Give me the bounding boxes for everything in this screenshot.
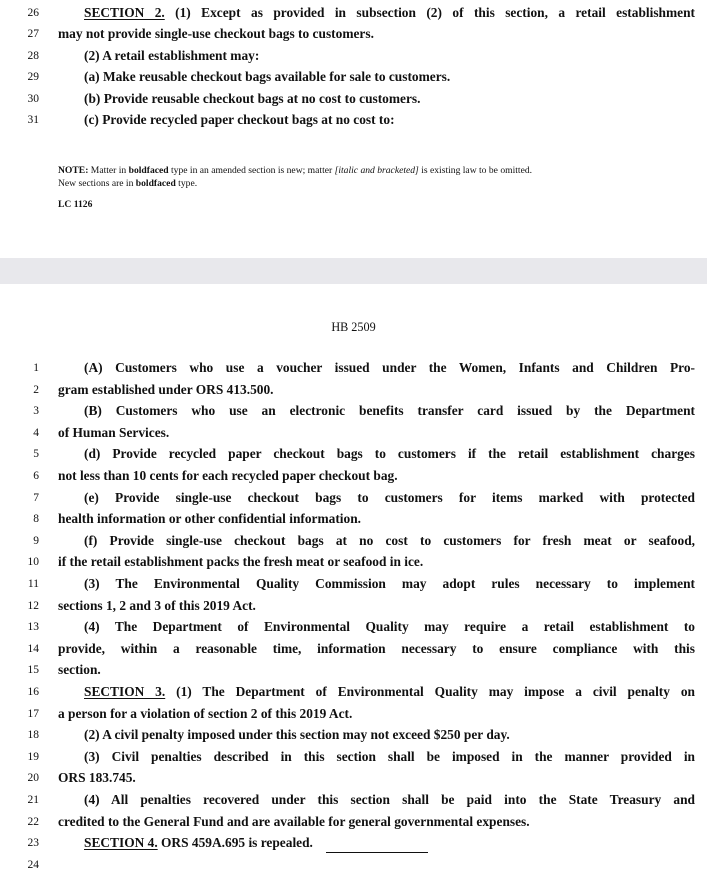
line-4 bbox=[0, 423, 707, 443]
line-number: 5 bbox=[33, 448, 39, 461]
line-text: sections 1, 2 and 3 of this 2019 Act. bbox=[58, 597, 256, 613]
line-2 bbox=[0, 380, 707, 400]
line-number: 19 bbox=[27, 750, 39, 763]
line-text: SECTION 3. (1) The Department of Environmental Quality may impose a civil penalty on bbox=[84, 684, 695, 699]
line-3 bbox=[0, 401, 707, 421]
line-1 bbox=[0, 358, 707, 378]
line-5 bbox=[0, 444, 707, 464]
end-rule bbox=[326, 852, 428, 853]
line-number: 2 bbox=[33, 383, 39, 396]
document-page-top bbox=[0, 0, 707, 258]
line-number: 23 bbox=[27, 837, 39, 850]
line-text: (B) Customers who use an electronic benefits transfer card issued by the Department bbox=[84, 403, 695, 419]
line-text: (4) All penalties recovered under this section shall be paid into the State Treasury and bbox=[84, 792, 695, 807]
line-text: SECTION 2. (1) Except as provided in subsection (2) of this section, a retail establishment bbox=[84, 5, 695, 20]
line-text: (e) Provide single-use checkout bags to customers for items marked with protected bbox=[84, 489, 695, 505]
line-text: (A) Customers who use a voucher issued under the Women, Infants and Children Pro- bbox=[84, 360, 695, 375]
line-number: 28 bbox=[27, 50, 39, 62]
line-text: (a) Make reusable checkout bags available for sale to customers. bbox=[84, 69, 451, 84]
bill-header: HB 2509 bbox=[331, 320, 376, 334]
line-11 bbox=[0, 574, 707, 594]
line-31 bbox=[0, 110, 707, 130]
legislative-counsel-number: LC 1126 bbox=[58, 199, 93, 210]
line-text: of Human Services. bbox=[58, 424, 170, 440]
line-text: health information or other confidential information. bbox=[58, 511, 362, 527]
line-24 bbox=[0, 855, 707, 875]
line-number: 27 bbox=[27, 28, 39, 40]
section-heading: SECTION 2. bbox=[84, 5, 165, 20]
line-text: (b) Provide reusable checkout bags at no cost to customers. bbox=[84, 91, 421, 106]
line-number: 13 bbox=[27, 621, 39, 634]
line-10 bbox=[0, 552, 707, 572]
line-number: 18 bbox=[27, 729, 39, 742]
line-22 bbox=[0, 812, 707, 832]
line-number: 20 bbox=[27, 772, 39, 785]
line-16 bbox=[0, 682, 707, 702]
line-text: section. bbox=[58, 662, 101, 678]
section-heading: SECTION 3. bbox=[84, 684, 166, 699]
line-26 bbox=[0, 3, 707, 23]
line-27 bbox=[0, 24, 707, 44]
line-number: 26 bbox=[27, 7, 39, 19]
line-15 bbox=[0, 660, 707, 680]
line-number: 24 bbox=[27, 858, 39, 871]
line-number: 22 bbox=[27, 815, 39, 828]
line-number: 16 bbox=[27, 686, 39, 698]
line-number: 31 bbox=[27, 114, 39, 126]
line-21 bbox=[0, 790, 707, 810]
line-23 bbox=[0, 833, 707, 853]
line-30 bbox=[0, 89, 707, 109]
line-number: 15 bbox=[27, 664, 39, 677]
line-9 bbox=[0, 531, 707, 551]
line-8 bbox=[0, 509, 707, 529]
line-text: gram established under ORS 413.500. bbox=[58, 381, 274, 397]
line-number: 10 bbox=[27, 556, 39, 569]
line-text: SECTION 4. ORS 459A.695 is repealed. bbox=[84, 835, 313, 851]
line-number: 30 bbox=[27, 93, 39, 105]
line-12 bbox=[0, 596, 707, 616]
line-text: provide, within a reasonable time, information necessary to ensure compliance with this bbox=[58, 640, 695, 656]
line-20 bbox=[0, 768, 707, 788]
line-14 bbox=[0, 639, 707, 659]
line-text: (3) The Environmental Quality Commission may adopt rules necessary to implement bbox=[84, 576, 695, 591]
line-13 bbox=[0, 617, 707, 637]
line-6 bbox=[0, 466, 707, 486]
line-number: 21 bbox=[27, 794, 39, 806]
line-text: (2) A civil penalty imposed under this section may not exceed $250 per day. bbox=[84, 727, 510, 743]
line-number: 1 bbox=[33, 362, 39, 374]
line-number: 12 bbox=[27, 599, 39, 612]
line-number: 9 bbox=[33, 534, 39, 547]
line-number: 14 bbox=[27, 642, 39, 655]
line-17 bbox=[0, 704, 707, 724]
line-number: 6 bbox=[33, 470, 39, 482]
line-28 bbox=[0, 46, 707, 66]
line-text: a person for a violation of section 2 of this 2019 Act. bbox=[58, 705, 353, 721]
line-number: 3 bbox=[33, 405, 39, 418]
line-text: (3) Civil penalties described in this section shall be imposed in the manner provided in bbox=[84, 748, 695, 764]
line-number: 7 bbox=[33, 491, 39, 504]
line-text: (f) Provide single-use checkout bags at no cost to customers for fresh meat or seafood, bbox=[84, 532, 695, 548]
line-number: 4 bbox=[33, 426, 39, 439]
section-heading: SECTION 4. bbox=[84, 835, 158, 851]
line-text: ORS 183.745. bbox=[58, 770, 136, 786]
line-number: 8 bbox=[33, 513, 39, 526]
line-text: (2) A retail establishment may: bbox=[84, 48, 260, 63]
line-text: not less than 10 cents for each recycled paper checkout bag. bbox=[58, 468, 398, 483]
line-29 bbox=[0, 67, 707, 87]
line-19 bbox=[0, 747, 707, 767]
line-number: 11 bbox=[27, 578, 39, 590]
line-7 bbox=[0, 488, 707, 508]
line-text: (c) Provide recycled paper checkout bags at no cost to: bbox=[84, 112, 395, 127]
line-text: may not provide single-use checkout bags to customers. bbox=[58, 26, 374, 41]
document-page-bottom bbox=[0, 284, 707, 869]
line-text: (4) The Department of Environmental Quality may require a retail establishment to bbox=[84, 619, 695, 635]
line-number: 29 bbox=[27, 71, 39, 83]
line-text: if the retail establishment packs the fresh meat or seafood in ice. bbox=[58, 554, 424, 570]
line-number: 17 bbox=[27, 707, 39, 720]
page-separator bbox=[0, 258, 707, 284]
editorial-note: NOTE: Matter in boldfaced type in an amended section is new; matter [italic and bracketed] is existing law to be omitted. New sections are in boldfaced type. bbox=[58, 165, 533, 189]
line-18 bbox=[0, 725, 707, 745]
line-text: (d) Provide recycled paper checkout bags to customers if the retail establishment charges bbox=[84, 446, 695, 462]
line-text: credited to the General Fund and are available for general governmental expenses. bbox=[58, 813, 530, 829]
